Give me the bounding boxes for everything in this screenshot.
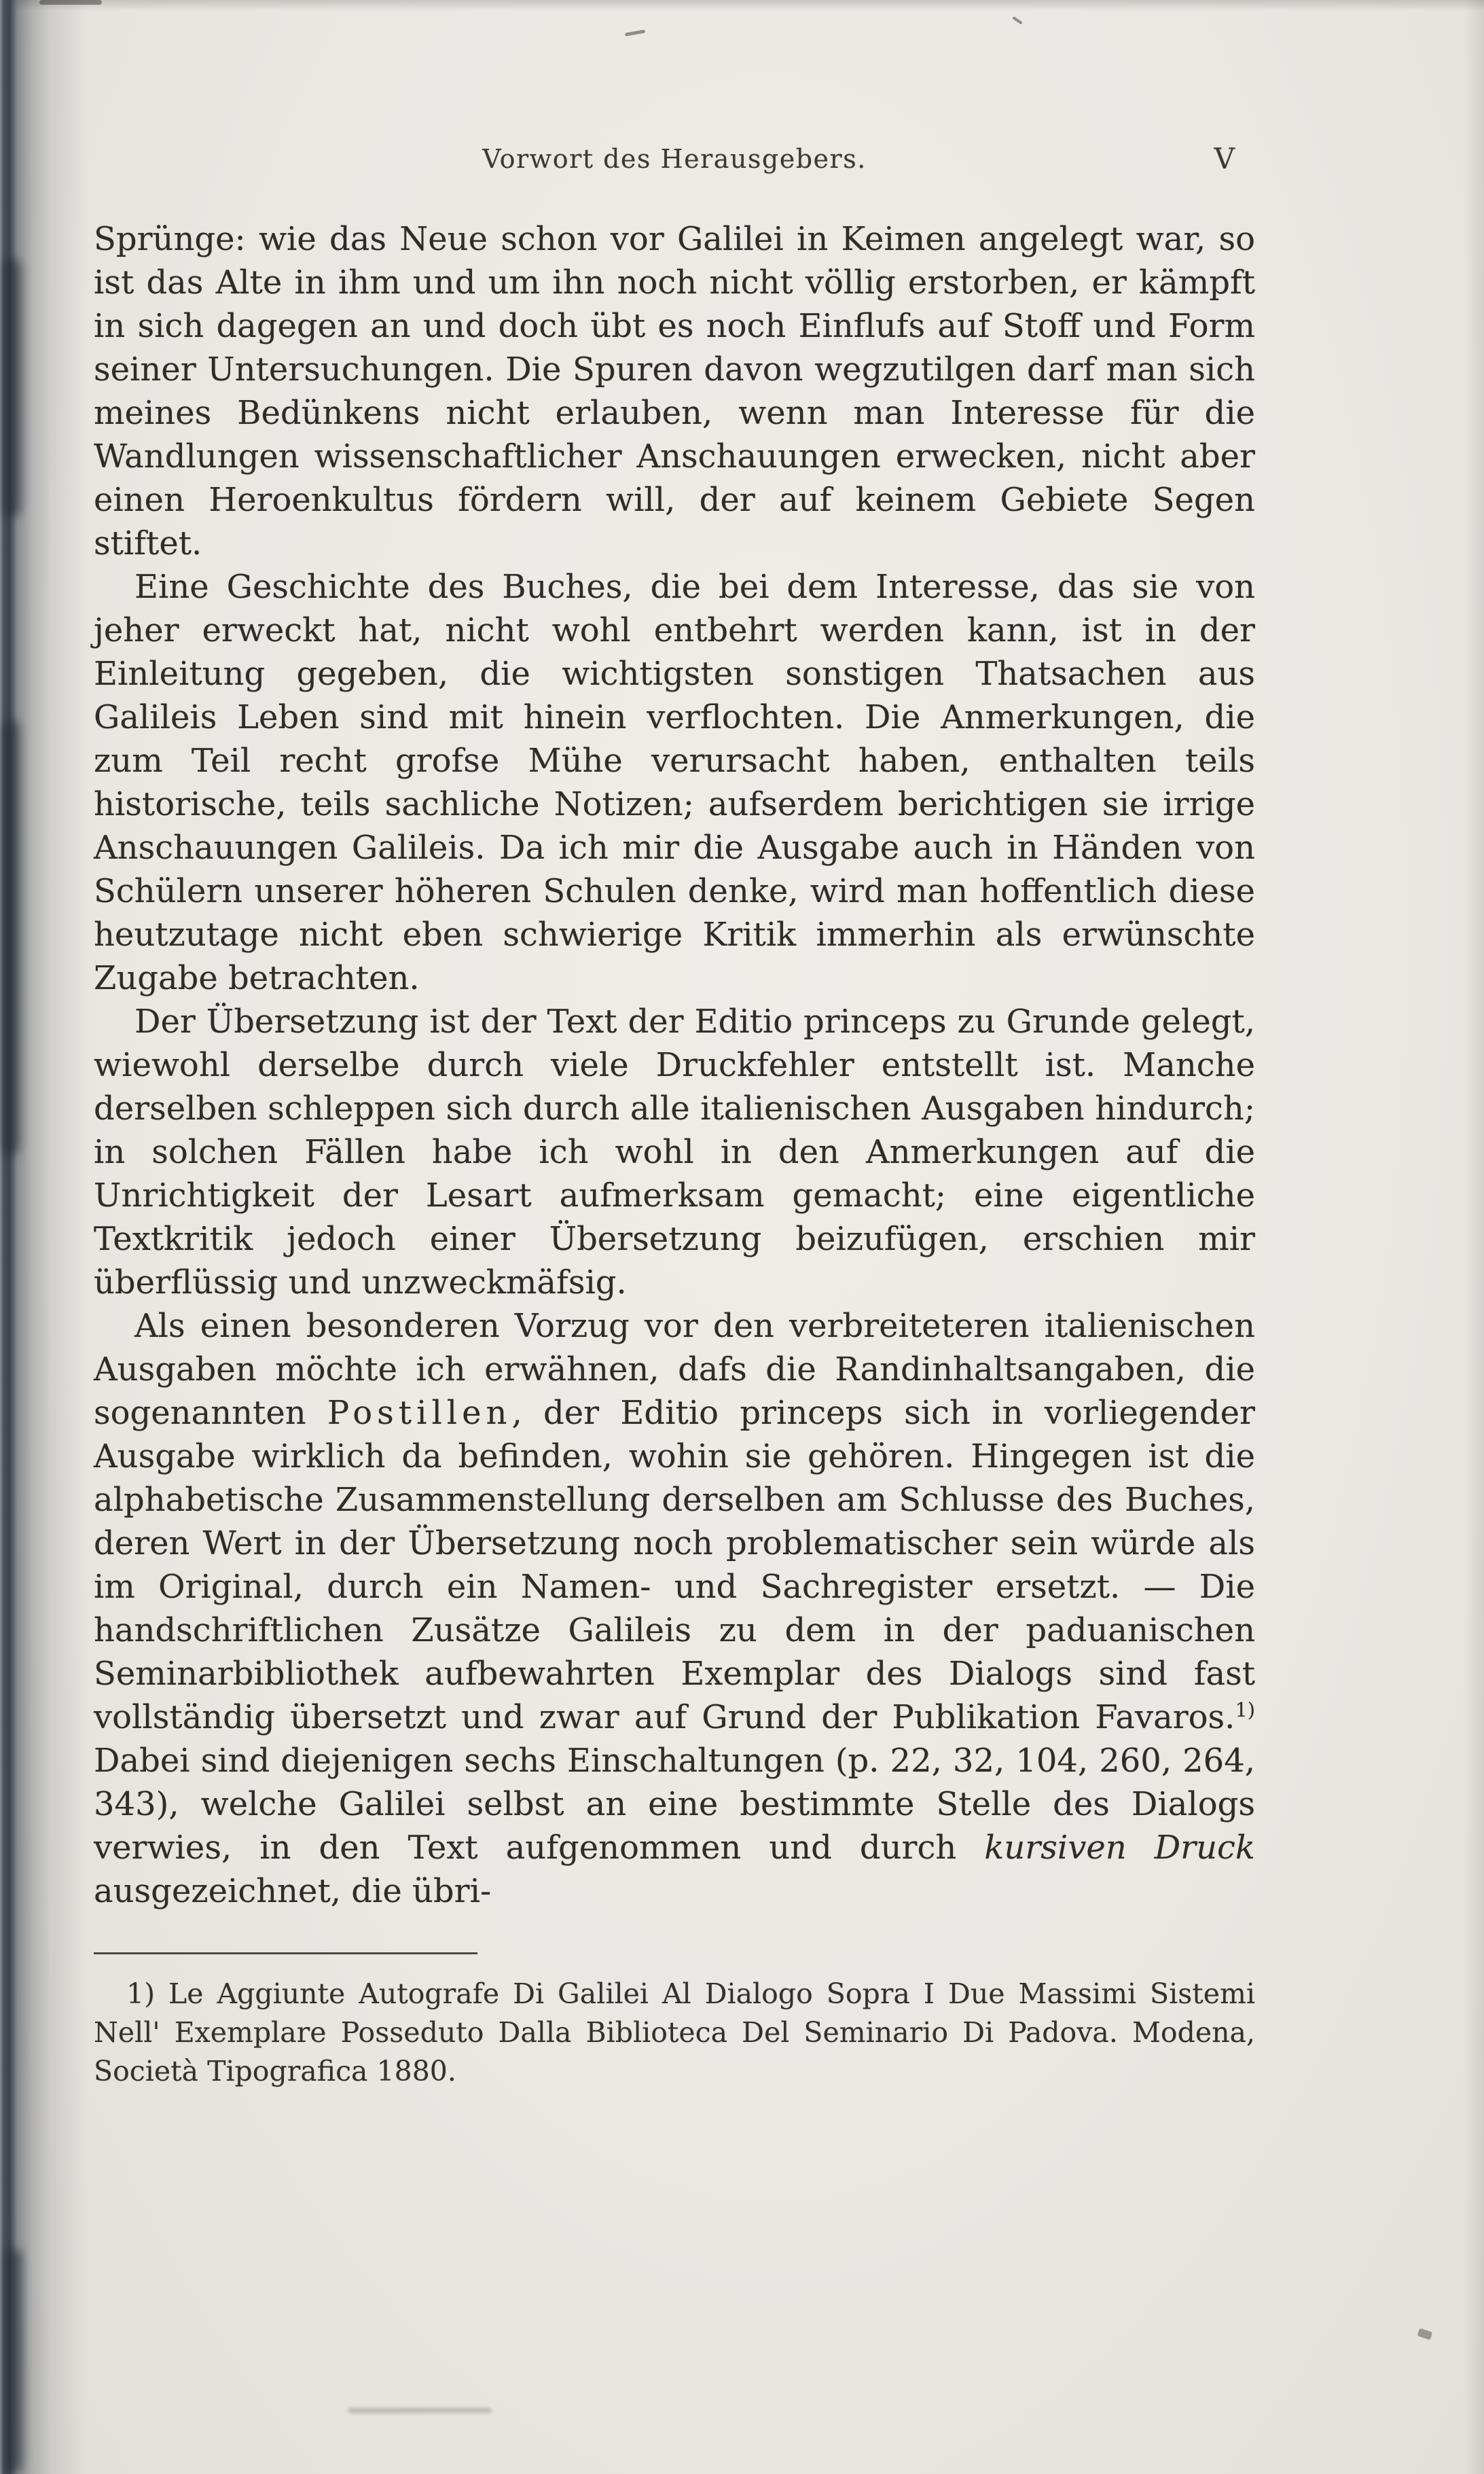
scan-smudge [348,2407,492,2414]
text-run: Eine Geschichte des Buches, die bei dem Interesse, das sie von jeher erweckt hat, nicht wohl entbehrt werden kann, ist in der Einleitung gegeben, die wichtigsten sonstigen Thatsachen aus Galileis Leben sind mit hinein verflochten. Die Anmerkungen, die zum Teil recht grofse Mühe verursacht haben, enthalten teils historische, teils sachliche Notizen; aufserdem berichtigen sie irrige Anschauungen Galileis. Da ich mir die Ausgabe auch in Händen von Schülern unserer höheren Schulen denke, wird man hoffentlich diese heutzutage nicht eben schwierige Kritik immerhin als erwünschte Zugabe betrachten. [94,568,1255,997]
binding-stain [3,258,21,516]
paragraph [94,565,1255,1000]
scan-speck [1417,2328,1433,2340]
scan-right-shadow [1464,0,1484,2474]
paragraph [94,1000,1255,1304]
text-run-italic: kursiven Druck [984,1829,1256,1867]
text-run: Der Übersetzung ist der Text der Editio princeps zu Grunde gelegt, wiewohl derselbe durch viele Druckfehler entstellt ist. Manche derselben schleppen sich durch alle italienischen Ausgaben hindurch; in solchen Fällen habe ich wohl in den Anmerkungen auf die Unrichtigkeit der Lesart aufmerksam gemacht; eine eigentliche Textkritik jedoch einer Übersetzung beizufügen, erschien mir überflüssig und unzweckmäfsig. [94,1003,1255,1302]
footnote-rule [94,1952,477,1954]
text-block [94,0,1255,2091]
footnote-text [94,1975,1255,2091]
text-run: Dabei sind diejenigen sechs Einschaltungen (p. 22, 32, 104, 260, 264, 343), welche Galilei selbst an eine bestimmte Stelle des Dialogs verwies, in den Text aufgenommen und durch [94,1742,1255,1867]
scan-speck [39,0,102,5]
text-run-sup: 1) [1235,1698,1255,1721]
text-run: ausgezeichnet, die übri- [94,1872,492,1910]
paragraph [94,1304,1255,1913]
running-title: Vorwort des Herausgebers. [482,144,867,174]
text-run: Als einen besonderen Vorzug vor den verbreiteteren italienischen Ausgaben möchte ich erwähnen, dafs die Randinhaltsangaben, die sogenannten [94,1307,1255,1432]
binding-stain [2,720,20,1155]
binding-stain [5,2248,22,2473]
text-run-spaced: Postillen [327,1394,512,1432]
running-header [94,144,1255,174]
page-number: V [1214,142,1235,175]
text-run: 1) Le Aggiunte Autografe Di Galilei Al Dialogo Sopra I Due Massimi Sistemi Nell' Exemplare Posseduto Dalla Biblioteca Del Seminario Di Padova. Modena, Società Tipografica 1880. [94,1977,1255,2087]
body-text [94,217,1255,1913]
footnote-paragraph [94,1975,1255,2091]
text-run: , der Editio princeps sich in vorliegender Ausgabe wirklich da befinden, wohin sie gehören. Hingegen ist die alphabetische Zusammenstellung derselben am Schlusse des Buches, deren Wert in der Übersetzung noch problematischer sein würde als im Original, durch ein Namen- und Sachregister ersetzt. — Die handschriftlichen Zusätze Galileis zu dem in der paduanischen Seminarbibliothek aufbewahrten Exemplar des Dialogs sind fast vollständig übersetzt und zwar auf Grund der Publikation Favaros. [94,1394,1255,1736]
paragraph [94,217,1255,565]
text-run: Sprünge: wie das Neue schon vor Galilei in Keimen angelegt war, so ist das Alte in ihm und um ihn noch nicht völlig erstorben, er kämpft in sich dagegen an und doch übt es noch Einflufs auf Stoff und Form seiner Untersuchungen. Die Spuren davon wegzutilgen darf man sich meines Bedünkens nicht erlauben, wenn man Interesse für die Wandlungen wissenschaftlicher Anschauungen erwecken, nicht aber einen Heroenkultus fördern will, der auf keinem Gebiete Segen stiftet. [94,220,1255,562]
